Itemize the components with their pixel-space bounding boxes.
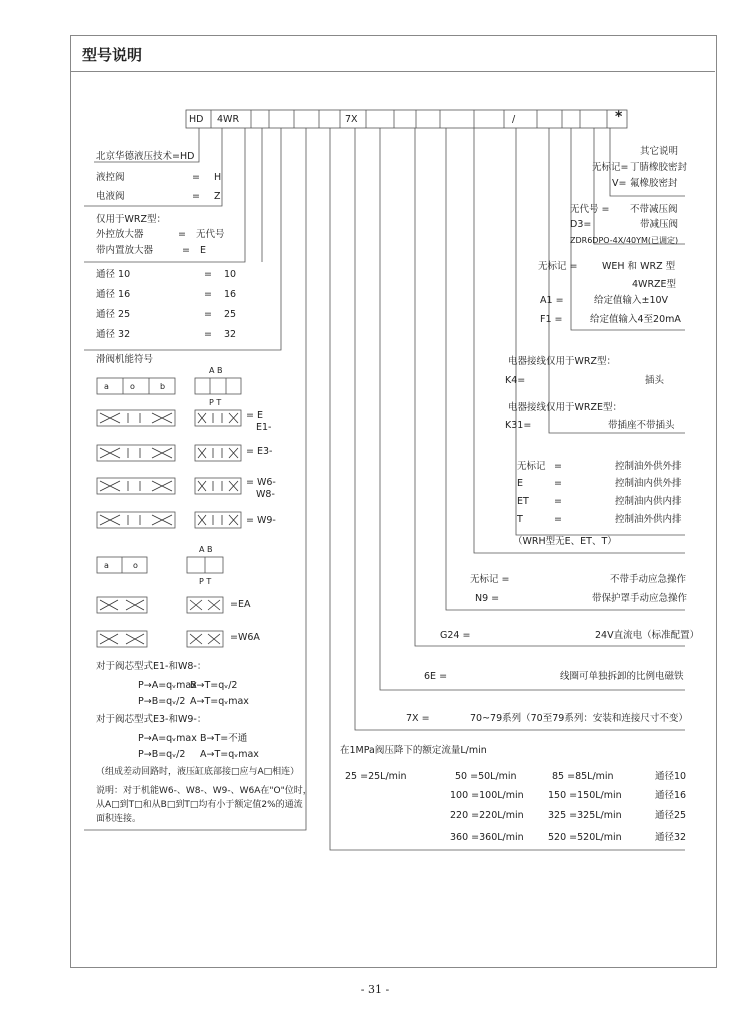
other-r1v: 丁腈橡胶密封 xyxy=(630,162,688,173)
coil-key: 6E = xyxy=(424,671,448,682)
size-label-1: 通径 10 xyxy=(96,269,131,280)
oil-r1v: 控制油外供外排 xyxy=(615,461,682,472)
spool-o-2: o xyxy=(133,561,138,570)
oil-r4k: T xyxy=(517,514,523,525)
note-l2b: A→T=qᵥmax xyxy=(190,696,249,707)
signal-r1v2: 4WRZE型 xyxy=(632,279,677,290)
control-eq-2: = xyxy=(192,191,200,202)
oil-r1k: 无标记 xyxy=(517,461,546,472)
flow-r0c3: 通径10 xyxy=(655,771,687,782)
electric-h2: 电器接线仅用于WRZE型： xyxy=(508,402,623,413)
flow-title: 在1MPa阀压降下的额定流量L/min xyxy=(340,745,487,756)
note-p2: 说明：对于机能W6-、W8-、W9-、W6A在"O"位时， xyxy=(96,786,312,796)
signal-r1k: 无标记 = xyxy=(538,261,578,272)
flow-r3c2: 520 =520L/min xyxy=(548,832,622,843)
spool-pt-2: P T xyxy=(199,577,212,586)
spool-a: a xyxy=(104,382,109,391)
signal-r3k: F1 = xyxy=(540,314,563,325)
manual-r1v: 不带手动应急操作 xyxy=(610,574,687,585)
flow-r1c2: 150 =150L/min xyxy=(548,790,622,801)
electric-h1: 电器接线仅用于WRZ型： xyxy=(508,356,617,367)
note-l3a: P→A=qᵥmax xyxy=(138,733,197,744)
spool-e3: = E3- xyxy=(246,446,273,457)
wrz-eq-1: = xyxy=(178,229,186,240)
signal-r2k: A1 = xyxy=(540,295,564,306)
size-label-4: 通径 32 xyxy=(96,329,131,340)
page-number: - 31 - xyxy=(360,983,390,996)
code-box-dividers xyxy=(211,110,607,128)
spool-ab-1: A B xyxy=(209,366,223,375)
wrz-label-1: 外控放大器 xyxy=(96,229,144,240)
flow-r2c3: 通径25 xyxy=(655,810,687,821)
control-value-2: Z xyxy=(214,191,221,202)
spool-b: b xyxy=(160,382,166,391)
control-label-1: 液控阀 xyxy=(96,172,125,183)
size-eq-3: = xyxy=(204,309,212,320)
wrz-eq-2: = xyxy=(182,245,190,256)
code-slash: / xyxy=(512,114,516,125)
control-eq-1: = xyxy=(192,172,200,183)
manual-r1k: 无标记 = xyxy=(470,574,510,585)
code-4wr: 4WR xyxy=(217,114,240,125)
size-value-4: 32 xyxy=(224,329,237,340)
oil-note: （WRH型无E、ET、T） xyxy=(513,536,617,547)
signal-r3v: 给定值输入4至20mA xyxy=(590,314,681,325)
size-value-1: 10 xyxy=(224,269,237,280)
other-r2k: V= xyxy=(612,178,627,189)
pilot-r1v: 不带减压阀 xyxy=(630,204,678,215)
note-l1a: P→A=qᵥmax xyxy=(138,680,197,691)
flow-r3c3: 通径32 xyxy=(655,832,687,843)
wrz-head: 仅用于WRZ型： xyxy=(96,214,167,225)
flow-r0c0: 25 =25L/min xyxy=(345,771,407,782)
note-p1: （组成差动回路时，液压缸底部接□应与A□相连） xyxy=(96,767,300,777)
electric-k1: K4= xyxy=(505,375,526,386)
pilot-r3: ZDR6DPO-4X/40YM(已调定) xyxy=(570,236,679,245)
oil-r4v: 控制油外供内排 xyxy=(615,514,682,525)
oil-eq-3: = xyxy=(554,496,562,507)
note-p4: 面积连接。 xyxy=(96,814,142,824)
wrz-value-2: E xyxy=(200,245,207,256)
control-label-2: 电液阀 xyxy=(96,191,125,202)
manual-r2k: N9 = xyxy=(475,593,500,604)
size-eq-2: = xyxy=(204,289,212,300)
electric-k2: K31= xyxy=(505,420,532,431)
spool-e1: E1- xyxy=(256,422,272,433)
other-title: 其它说明 xyxy=(640,146,679,157)
spool-title: 滑阀机能符号 xyxy=(96,354,154,365)
spool-ab-2: A B xyxy=(199,545,213,554)
spool-w9: = W9- xyxy=(246,515,276,526)
spool-a-2: a xyxy=(104,561,109,570)
pilot-r1k: 无代号 = xyxy=(570,204,610,215)
section-title: 型号说明 xyxy=(82,46,143,64)
size-value-3: 25 xyxy=(224,309,237,320)
signal-r1v: WEH 和 WRZ 型 xyxy=(602,261,676,272)
size-label-2: 通径 16 xyxy=(96,289,131,300)
spool-symbol-group-2 xyxy=(97,557,223,647)
control-value-1: H xyxy=(214,172,222,183)
flow-r1c1: 100 =100L/min xyxy=(450,790,524,801)
code-hd: HD xyxy=(189,114,204,125)
code-asterisk: * xyxy=(615,109,623,125)
spool-w6a: =W6A xyxy=(230,632,260,643)
series-key: 7X = xyxy=(406,713,430,724)
other-r2v: 氟橡胶密封 xyxy=(630,178,678,189)
note-l2a: P→B=qᵥ/2 xyxy=(138,696,186,707)
manufacturer-value: =HD xyxy=(172,151,195,162)
note-l4b: A→T=qᵥmax xyxy=(200,749,259,760)
electric-v1: 插头 xyxy=(645,375,665,386)
code-7x: 7X xyxy=(345,114,358,125)
size-label-3: 通径 25 xyxy=(96,309,131,320)
voltage-value: 24V直流电（标准配置） xyxy=(595,630,700,641)
series-value: 70~79系列（70至79系列：安装和连接尺寸不变） xyxy=(470,713,688,724)
flow-r3c1: 360 =360L/min xyxy=(450,832,524,843)
pilot-r2k: D3= xyxy=(570,219,592,230)
manual-r2v: 带保护罩手动应急操作 xyxy=(592,593,688,604)
spool-e: = E xyxy=(246,410,263,421)
code-box-row xyxy=(186,110,627,128)
spool-w8: W8- xyxy=(256,489,275,500)
oil-r3v: 控制油内供内排 xyxy=(615,496,682,507)
oil-eq-1: = xyxy=(554,461,562,472)
electric-v2: 带插座不带插头 xyxy=(608,420,675,431)
spool-pt-1: P T xyxy=(209,398,222,407)
oil-r2k: E xyxy=(517,478,524,489)
pilot-r2v: 带减压阀 xyxy=(640,219,679,230)
spool-w6: = W6- xyxy=(246,477,276,488)
other-r1k: 无标记= xyxy=(592,162,629,173)
note-h1: 对于阀芯型式E1-和W8-： xyxy=(96,661,207,672)
note-h2: 对于阀芯型式E3-和W9-： xyxy=(96,714,207,725)
note-p3: 从A□到T□和从B□到T□均有小于额定值2%的通流 xyxy=(96,800,303,810)
oil-r3k: ET xyxy=(517,496,529,507)
spool-symbol-inner-marks xyxy=(100,413,238,525)
spool-o: o xyxy=(130,382,135,391)
flow-r0c2: 85 =85L/min xyxy=(552,771,614,782)
wrz-label-2: 带内置放大器 xyxy=(96,245,154,256)
signal-r2v: 给定值输入±10V xyxy=(594,295,669,306)
oil-eq-2: = xyxy=(554,478,562,489)
size-eq-1: = xyxy=(204,269,212,280)
oil-r2v: 控制油内供外排 xyxy=(615,478,682,489)
note-l4a: P→B=qᵥ/2 xyxy=(138,749,186,760)
size-eq-4: = xyxy=(204,329,212,340)
wrz-value-1: 无代号 xyxy=(196,229,225,240)
spool-ea: =EA xyxy=(230,599,251,610)
note-l1b: B→T=qᵥ/2 xyxy=(190,680,238,691)
flow-r0c1: 50 =50L/min xyxy=(455,771,517,782)
size-value-2: 16 xyxy=(224,289,237,300)
oil-eq-4: = xyxy=(554,514,562,525)
flow-r2c1: 220 =220L/min xyxy=(450,810,524,821)
manufacturer-label: 北京华德液压技术 xyxy=(96,151,173,162)
note-l3b: B→T=不通 xyxy=(200,733,248,744)
coil-value: 线圈可单独拆卸的比例电磁铁 xyxy=(560,671,684,682)
voltage-key: G24 = xyxy=(440,630,471,641)
flow-r1c3: 通径16 xyxy=(655,790,687,801)
flow-r2c2: 325 =325L/min xyxy=(548,810,622,821)
